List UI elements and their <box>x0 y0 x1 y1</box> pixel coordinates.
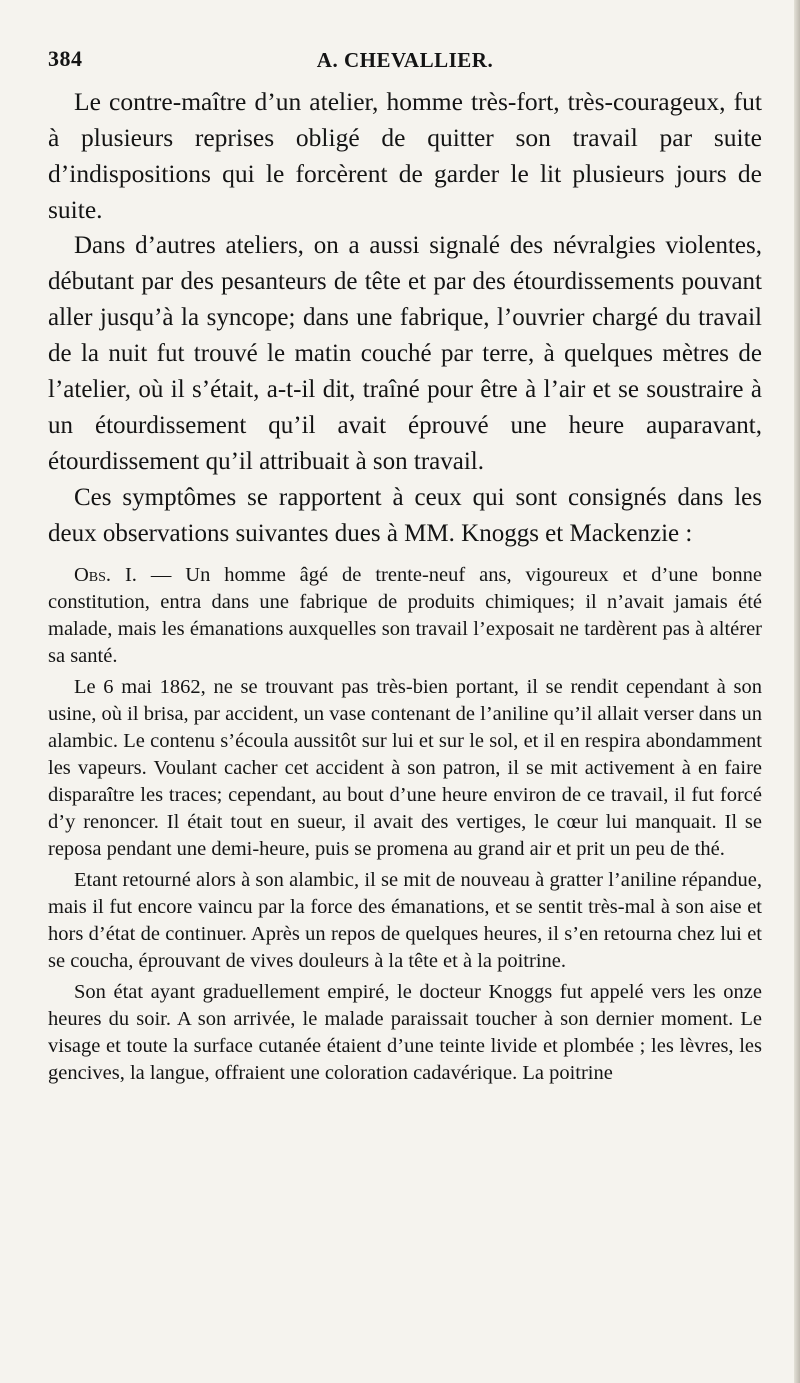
observation-paragraph-2: Etant retourné alors à son alambic, il se mit de nouveau à gratter l’aniline répandue, mais il fut encore vaincu par la force des émanations, et se sentit très-mal à son aise et hors d’état de continuer. Après un repos de quelques heures, il s’en retourna chez lui et se coucha, éprouvant de vives douleurs à la tête et à la poitrine. <box>48 869 762 972</box>
observation-paragraph-1: Le 6 mai 1862, ne se trouvant pas très-bien portant, il se rendit cependant à son usine, où il brisa, par accident, un vase contenant de l’aniline qu’il allait verser dans un alambic. Le contenu s’écoula aussitôt sur lui et sur le sol, et il en respira abondamment les vapeurs. Voulant cacher cet accident à son patron, il se mit activement à en faire disparaître les traces; cependant, au bout d’une heure environ de ce travail, il fut forcé d’y renoncer. Il était tout en sueur, il avait des vertiges, le cœur lui manquait. Il se reposa pendant une demi-heure, puis se promena au grand air et prit un peu de thé. <box>48 676 762 860</box>
observation-paragraph-3: Son état ayant graduellement empiré, le docteur Knoggs fut appelé vers les onze heures du soir. A son arrivée, le malade paraissait toucher à son dernier moment. Le visage et toute la surface cutanée étaient d’une teinte livide et plombée ; les lèvres, les gencives, la langue, offraient une coloration cadavérique. La poitrine <box>48 981 762 1084</box>
page-number: 384 <box>48 46 83 71</box>
running-head <box>48 40 762 84</box>
body-text <box>48 84 762 552</box>
observation-first-text: — Un homme âgé de trente-neuf ans, vigoureux et d’une bonne constitution, entra dans une fabrique de produits chimiques; il n’avait jamais été malade, mais les émanations auxquelles son travail l’exposait ne tardèrent pas à altérer sa santé. <box>48 564 762 667</box>
observation-label: Obs. I. <box>74 564 137 586</box>
page-edge-shadow <box>794 0 800 1383</box>
observation-intro <box>48 562 762 670</box>
running-title: A. CHEVALLIER. <box>316 48 494 72</box>
paragraph-1: Le contre-maître d’un atelier, homme très-fort, très-courageux, fut à plusieurs reprises obligé de quitter son travail par suite d’indispositions qui le forcèrent de garder le lit plusieurs jours de suite. <box>48 87 762 224</box>
paragraph-2: Dans d’autres ateliers, on a aussi signalé des névralgies violentes, débutant par des pesanteurs de tête et par des étourdissements pouvant aller jusqu’à la syncope; dans une fabrique, l’ouvrier chargé du travail de la nuit fut trouvé le matin couché par terre, à quelques mètres de l’atelier, où il s’était, a-t-il dit, traîné pour être à l’air et se soustraire à un étourdissement qu’il avait éprouvé une heure auparavant, étourdissement qu’il attribuait à son travail. <box>48 232 762 475</box>
observation-block <box>48 562 762 1087</box>
paragraph-3: Ces symptômes se rapportent à ceux qui sont consignés dans les deux observations suivantes dues à MM. Knoggs et Mackenzie : <box>48 484 762 547</box>
